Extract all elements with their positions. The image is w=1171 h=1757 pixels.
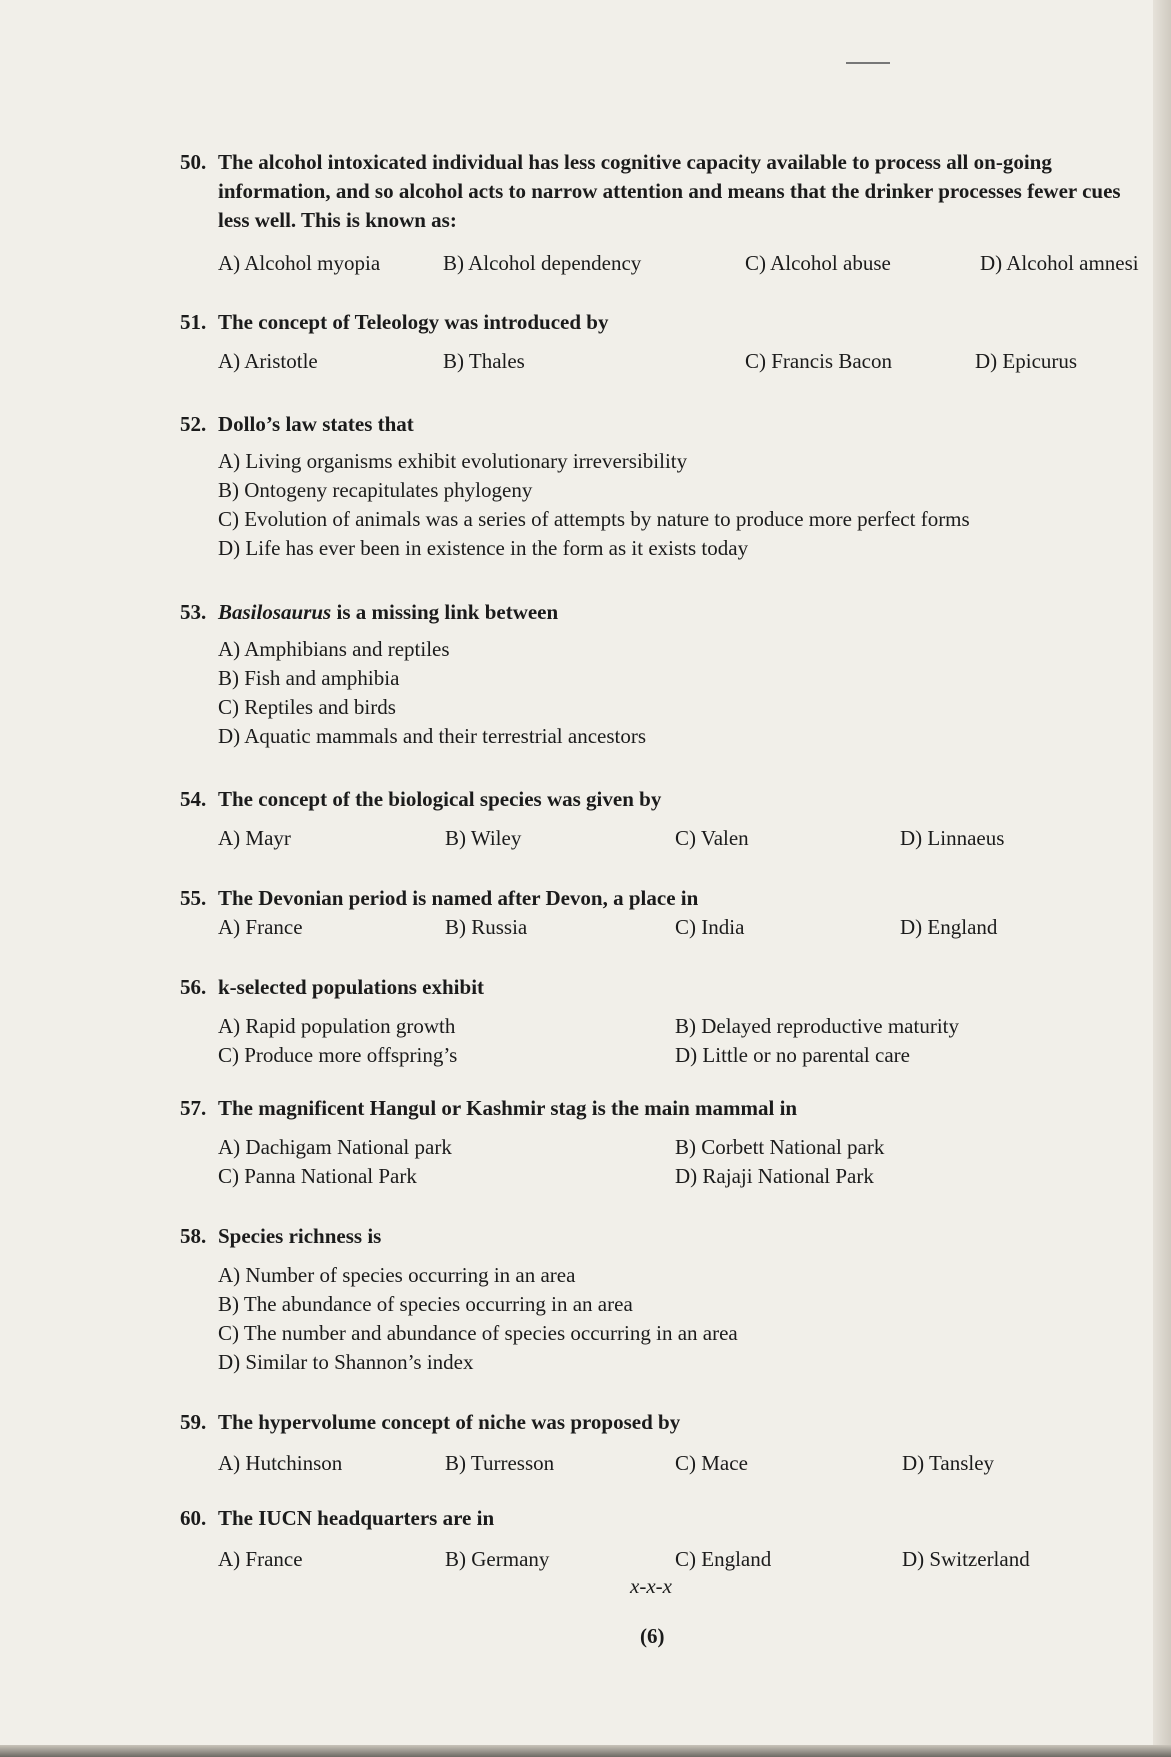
page-bottom-edge	[0, 1745, 1171, 1757]
page-number: (6)	[640, 1624, 665, 1648]
question-stem: 57. The magnificent Hangul or Kashmir stag is the main mammal in	[180, 1096, 798, 1120]
option-a: A) France	[218, 1547, 303, 1571]
option-a: A) Number of species occurring in an area	[218, 1263, 576, 1287]
page-edge	[1153, 0, 1171, 1757]
options-list	[180, 635, 1140, 751]
option-d: D) Tansley	[902, 1451, 995, 1475]
scan-mark	[846, 62, 890, 64]
question-59	[180, 1408, 1140, 1479]
option-c: C) The number and abundance of species occurring in an area	[218, 1321, 738, 1345]
question-52	[180, 410, 1140, 563]
options-row	[180, 824, 1140, 854]
option-d: D) Linnaeus	[900, 826, 1005, 850]
option-d: D) Epicurus	[975, 349, 1078, 373]
question-stem: 55. The Devonian period is named after Devon, a place in	[180, 886, 699, 910]
option-b: B) Corbett National park	[675, 1135, 885, 1159]
option-d: D) Little or no parental care	[675, 1043, 910, 1067]
options-list	[180, 447, 1140, 563]
question-56	[180, 973, 1140, 1070]
option-c: C) Valen	[675, 826, 749, 850]
option-c: C) Francis Bacon	[745, 349, 892, 373]
option-c: C) Produce more offspring’s	[218, 1043, 458, 1067]
option-a: A) Amphibians and reptiles	[218, 637, 450, 661]
question-stem: 54. The concept of the biological species was given by	[180, 787, 662, 811]
option-a: A) Mayr	[218, 826, 291, 850]
end-mark: x-x-x	[630, 1574, 672, 1598]
question-stem: 59. The hypervolume concept of niche was proposed by	[180, 1410, 681, 1434]
option-d: D) Alcohol amnesi	[980, 251, 1139, 275]
option-d: D) Switzerland	[902, 1547, 1030, 1571]
option-a: A) Living organisms exhibit evolutionary irreversibility	[218, 449, 688, 473]
question-51	[180, 308, 1140, 377]
question-54	[180, 785, 1140, 854]
options-list	[180, 1261, 1140, 1377]
options-row	[180, 347, 1140, 377]
question-stem: 53. Basilosaurus is a missing link between	[180, 600, 559, 624]
options-grid	[180, 1012, 1140, 1070]
option-a: A) Alcohol myopia	[218, 251, 381, 275]
option-a: A) Rapid population growth	[218, 1014, 456, 1038]
option-b: B) Germany	[445, 1547, 550, 1571]
question-50	[180, 148, 1140, 279]
option-a: A) Aristotle	[218, 349, 318, 373]
question-stem: 52. Dollo’s law states that	[180, 412, 414, 436]
option-b: B) The abundance of species occurring in an area	[218, 1292, 633, 1316]
option-d: D) England	[900, 915, 998, 939]
option-d: D) Life has ever been in existence in the form as it exists today	[218, 536, 749, 560]
question-stem: 58. Species richness is	[180, 1224, 382, 1248]
option-c: C) Reptiles and birds	[218, 695, 396, 719]
option-c: C) Evolution of animals was a series of attempts by nature to produce more perfect forms	[218, 507, 970, 531]
option-b: B) Delayed reproductive maturity	[675, 1014, 959, 1038]
option-d: D) Rajaji National Park	[675, 1164, 874, 1188]
options-row	[180, 1449, 1140, 1479]
question-53	[180, 598, 1140, 751]
option-c: C) India	[675, 915, 745, 939]
option-b: B) Wiley	[445, 826, 522, 850]
question-58	[180, 1222, 1140, 1377]
question-57	[180, 1094, 1140, 1191]
question-60	[180, 1504, 1140, 1575]
option-a: A) Dachigam National park	[218, 1135, 452, 1159]
species-name: Basilosaurus	[218, 600, 332, 624]
option-b: B) Thales	[443, 349, 525, 373]
option-c: C) Panna National Park	[218, 1164, 417, 1188]
option-b: B) Turresson	[445, 1451, 555, 1475]
options-row	[180, 1545, 1140, 1575]
option-d: D) Aquatic mammals and their terrestrial ancestors	[218, 724, 647, 748]
option-b: B) Ontogeny recapitulates phylogeny	[218, 478, 533, 502]
question-stem: 56. k-selected populations exhibit	[180, 975, 485, 999]
question-stem: 50. The alcohol intoxicated individual has less cognitive capacity available to process all on-going information, and so alcohol acts to narrow attention and means that the drinker processes fewer cues less well. This is known as:	[180, 150, 1121, 232]
question-stem: 60. The IUCN headquarters are in	[180, 1506, 495, 1530]
question-stem: 51. The concept of Teleology was introduced by	[180, 310, 609, 334]
question-55	[180, 884, 1140, 943]
option-a: A) France	[218, 915, 303, 939]
option-c: C) Mace	[675, 1451, 748, 1475]
option-c: C) England	[675, 1547, 772, 1571]
option-c: C) Alcohol abuse	[745, 251, 891, 275]
option-b: B) Alcohol dependency	[443, 251, 642, 275]
options-row	[180, 249, 1140, 279]
option-b: B) Fish and amphibia	[218, 666, 400, 690]
option-b: B) Russia	[445, 915, 528, 939]
option-a: A) Hutchinson	[218, 1451, 343, 1475]
options-row	[180, 913, 1140, 943]
options-grid	[180, 1133, 1140, 1191]
option-d: D) Similar to Shannon’s index	[218, 1350, 474, 1374]
